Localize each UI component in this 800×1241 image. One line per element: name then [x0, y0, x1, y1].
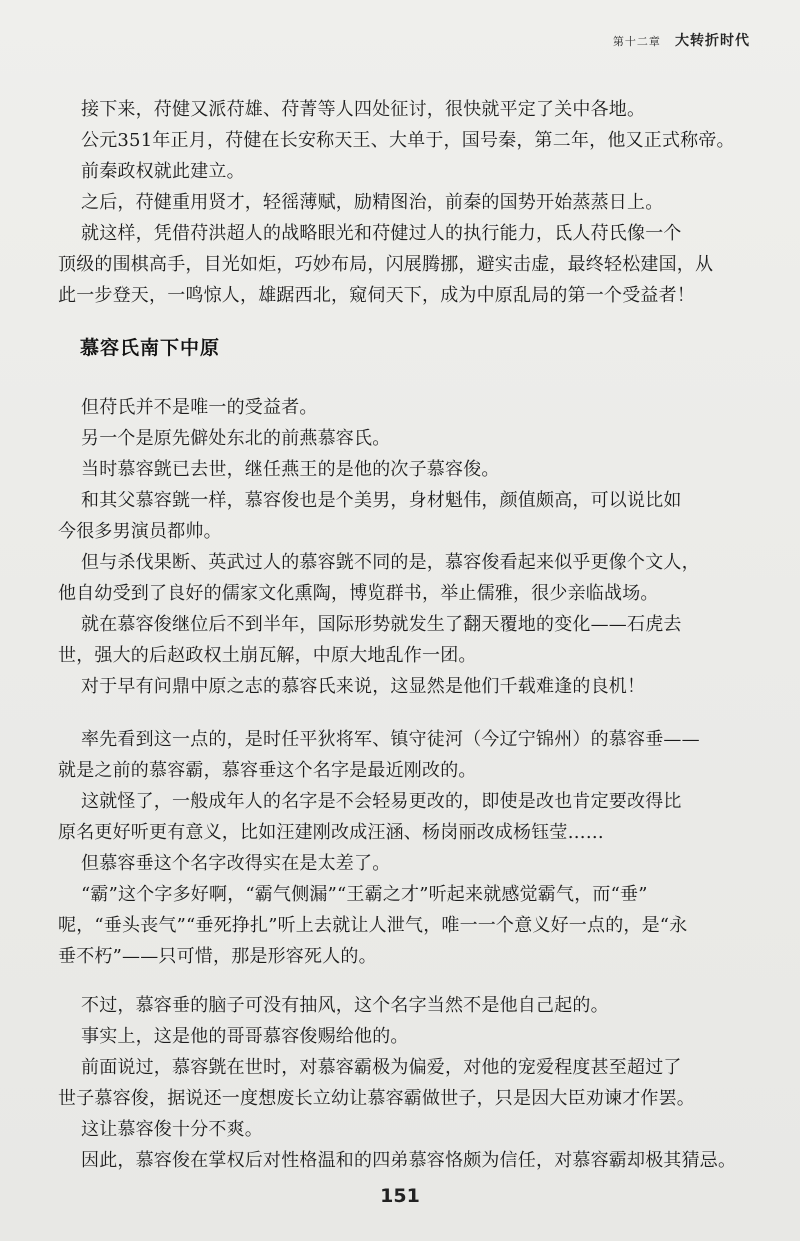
- text-line: 世，强大的后赵政权土崩瓦解，中原大地乱作一团。: [58, 645, 477, 666]
- text-line: “霸”这个字多好啊，“霸气侧漏”“王霸之才”听起来就感觉霸气，而“垂”: [81, 884, 648, 905]
- text-line: 接下来，苻健又派苻雄、苻菁等人四处征讨，很快就平定了关中各地。: [81, 99, 646, 120]
- text-line: 但与杀伐果断、英武过人的慕容皝不同的是，慕容俊看起来似乎更像个文人，: [81, 552, 700, 573]
- text-line: 但苻氏并不是唯一的受益者。: [81, 397, 318, 418]
- text-line: 呢，“垂头丧气”“垂死挣扎”听上去就让人泄气，唯一一个意义好一点的，是“永: [58, 915, 688, 936]
- text-line: 此一步登天，一鸣惊人，雄踞西北，窥伺天下，成为中原乱局的第一个受益者！: [58, 285, 695, 306]
- text-line: 另一个是原先僻处东北的前燕慕容氏。: [81, 428, 391, 449]
- text-line: 率先看到这一点的，是时任平狄将军、镇守徒河（今辽宁锦州）的慕容垂——: [81, 729, 700, 750]
- text-line: 原名更好听更有意义，比如汪建刚改成汪涵、杨岗丽改成杨钰莹……: [58, 822, 604, 843]
- text-line: 前面说过，慕容皝在世时，对慕容霸极为偏爱，对他的宠爱程度甚至超过了: [81, 1057, 682, 1078]
- text-line: 今很多男演员都帅。: [58, 521, 222, 542]
- text-line: 事实上，这是他的哥哥慕容俊赐给他的。: [81, 1026, 409, 1047]
- text-line: 当时慕容皝已去世，继任燕王的是他的次子慕容俊。: [81, 459, 500, 480]
- text-line: 公元351年正月，苻健在长安称天王、大单于，国号秦，第二年，他又正式称帝。: [81, 130, 735, 151]
- section-title: 慕容氏南下中原: [80, 337, 221, 359]
- page-number: 151: [380, 1185, 420, 1207]
- chapter-title: 大转折时代: [675, 33, 750, 49]
- text-line: 之后，苻健重用贤才，轻徭薄赋，励精图治，前秦的国势开始蒸蒸日上。: [81, 192, 664, 213]
- text-line: 因此，慕容俊在掌权后对性格温和的四弟慕容恪颇为信任，对慕容霸却极其猜忌。: [81, 1150, 737, 1171]
- text-line: 世子慕容俊，据说还一度想废长立幼让慕容霸做世子，只是因大臣劝谏才作罢。: [58, 1088, 695, 1109]
- text-line: 这让慕容俊十分不爽。: [81, 1119, 263, 1140]
- text-line: 不过，慕容垂的脑子可没有抽风，这个名字当然不是他自己起的。: [81, 995, 609, 1016]
- text-line: 就是之前的慕容霸，慕容垂这个名字是最近刚改的。: [58, 760, 477, 781]
- text-line: 他自幼受到了良好的儒家文化熏陶，博览群书，举止儒雅，很少亲临战场。: [58, 583, 659, 604]
- text-line: 就在慕容俊继位后不到半年，国际形势就发生了翻天覆地的变化——石虎去: [81, 614, 682, 635]
- running-header: [613, 30, 750, 50]
- text-line: 但慕容垂这个名字改得实在是太差了。: [81, 853, 391, 874]
- text-line: 就这样，凭借苻洪超人的战略眼光和苻健过人的执行能力，氐人苻氏像一个: [81, 223, 682, 244]
- text-line: 对于早有问鼎中原之志的慕容氏来说，这显然是他们千载难逢的良机！: [81, 676, 646, 697]
- text-line: 前秦政权就此建立。: [81, 161, 245, 182]
- text-line: 顶级的围棋高手，目光如炬，巧妙布局，闪展腾挪，避实击虚，最终轻松建国，从: [58, 254, 714, 275]
- text-line: 和其父慕容皝一样，慕容俊也是个美男，身材魁伟，颜值颇高，可以说比如: [81, 490, 682, 511]
- text-line: 垂不朽”——只可惜，那是形容死人的。: [58, 946, 377, 967]
- chapter-label: 第十二章: [612, 35, 661, 48]
- text-line: 这就怪了，一般成年人的名字是不会轻易更改的，即使是改也肯定要改得比: [81, 791, 682, 812]
